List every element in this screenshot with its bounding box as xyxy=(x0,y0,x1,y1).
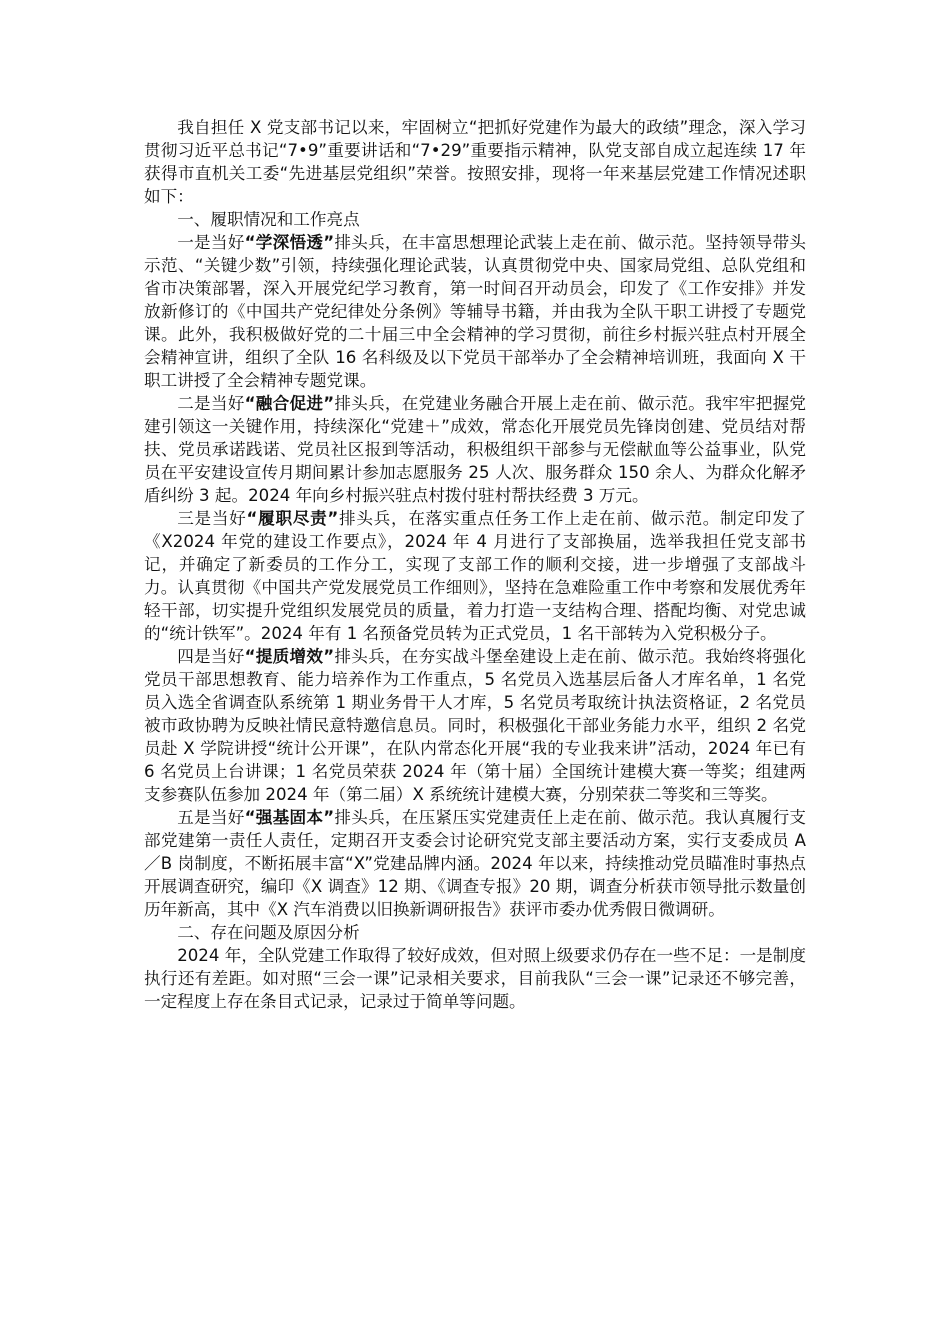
item-body: 排头兵，在党建业务融合开展上走在前、做示范。我牢牢把握党建引领这一关键作用，持续深化“党建＋”成效，常态化开展党员先锋岗创建、党员结对帮扶、党员承诺践诺、党员社区报到等活动，积极组织干部参与无偿献血等公益事业，队党员在平安建设宣传月期间累计参加志愿服务 25 人次、服务群众 150 余人、为群众化解矛盾纠纷 3 起。2024 年向乡村振兴驻点村拨付驻村帮扶经费 3 万元。 xyxy=(144,394,807,505)
item-highlight: “履职尽责” xyxy=(246,509,339,528)
item-paragraph-5 xyxy=(144,806,806,921)
item-highlight: “学深悟透” xyxy=(244,233,335,252)
item-body: 排头兵，在落实重点任务工作上走在前、做示范。制定印发了《X2024 年党的建设工作要点》，2024 年 4 月进行了支部换届，选举我担任党支部书记，并确定了新委员的工作分工，实现了支部工作的顺利交接，进一步增强了支部战斗力。认真贯彻《中国共产党发展党员工作细则》，坚持在急难险重工作中考察和发展优秀年轻干部，切实提升党组织发展党员的质量，着力打造一支结构合理、搭配均衡、对党忠诚的“统计铁军”。2024 年有 1 名预备党员转为正式党员，1 名干部转为入党积极分子。 xyxy=(144,509,807,643)
item-highlight: “强基固本” xyxy=(244,808,335,827)
section-heading-2: 二、存在问题及原因分析 xyxy=(177,923,360,942)
item-prefix: 五是当好 xyxy=(177,808,245,827)
item-paragraph-2 xyxy=(144,392,806,507)
item-paragraph-3 xyxy=(144,507,806,645)
item-paragraph-4 xyxy=(144,645,806,806)
item-prefix: 三是当好 xyxy=(177,509,247,528)
item-body: 排头兵，在压紧压实党建责任上走在前、做示范。我认真履行支部党建第一责任人责任，定期召开支委会讨论研究党支部主要活动方案，实行支委成员 A／B 岗制度，不断拓展丰富“X”党建品牌内涵。2024 年以来，持续推动党员瞄准时事热点开展调查研究，编印《X 调查》12 期、《调查专报》20 期，调查分析获市领导批示数量创历年新高，其中《X 汽车消费以旧换新调研报告》获评市委办优秀假日微调研。 xyxy=(144,808,807,919)
item-paragraph-1 xyxy=(144,231,806,392)
intro-paragraph: 我自担任 X 党支部书记以来，牢固树立“把抓好党建作为最大的政绩”理念，深入学习贯彻习近平总书记“7•9”重要讲话和“7•29”重要指示精神，队党支部自成立起连续 17 年获得市直机关工委“先进基层党组织”荣誉。按照安排，现将一年来基层党建工作情况述职如下： xyxy=(144,118,806,206)
document-body xyxy=(144,116,806,1013)
item-prefix: 一是当好 xyxy=(177,233,245,252)
item-body: 排头兵，在丰富思想理论武装上走在前、做示范。坚持领导带头示范、“关键少数”引领，持续强化理论武装，认真贯彻党中央、国家局党组、总队党组和省市决策部署，深入开展党纪学习教育，第一时间召开动员会，印发了《工作安排》并发放新修订的《中国共产党纪律处分条例》等辅导书籍，并由我为全队干职工讲授了专题党课。此外，我积极做好党的二十届三中全会精神的学习贯彻，前往乡村振兴驻点村开展全会精神宣讲，组织了全队 16 名科级及以下党员干部举办了全会精神培训班，我面向 X 干职工讲授了全会精神专题党课。 xyxy=(144,233,807,390)
item-prefix: 四是当好 xyxy=(177,647,245,666)
item-highlight: “融合促进” xyxy=(244,394,335,413)
item-highlight: “提质增效” xyxy=(244,647,335,666)
item-prefix: 二是当好 xyxy=(177,394,245,413)
section2-paragraph: 2024 年，全队党建工作取得了较好成效，但对照上级要求仍存在一些不足：一是制度执行还有差距。如对照“三会一课”记录相关要求，目前我队“三会一课”记录还不够完善，一定程度上存在条目式记录，记录过于简单等问题。 xyxy=(144,946,806,1011)
section-heading-1: 一、履职情况和工作亮点 xyxy=(177,210,360,229)
item-body: 排头兵，在夯实战斗堡垒建设上走在前、做示范。我始终将强化党员干部思想教育、能力培养作为工作重点，5 名党员入选基层后备人才库名单，1 名党员入选全省调查队系统第 1 期业务骨干人才库，5 名党员考取统计执法资格证，2 名党员被市政协聘为反映社情民意特邀信息员。同时，积极强化干部业务能力水平，组织 2 名党员赴 X 学院讲授“统计公开课”，在队内常态化开展“我的专业我来讲”活动，2024 年已有 6 名党员上台讲课；1 名党员荣获 2024 年（第十届）全国统计建模大赛一等奖；组建两支参赛队伍参加 2024 年（第二届）X 系统统计建模大赛，分别荣获二等奖和三等奖。 xyxy=(144,647,807,804)
